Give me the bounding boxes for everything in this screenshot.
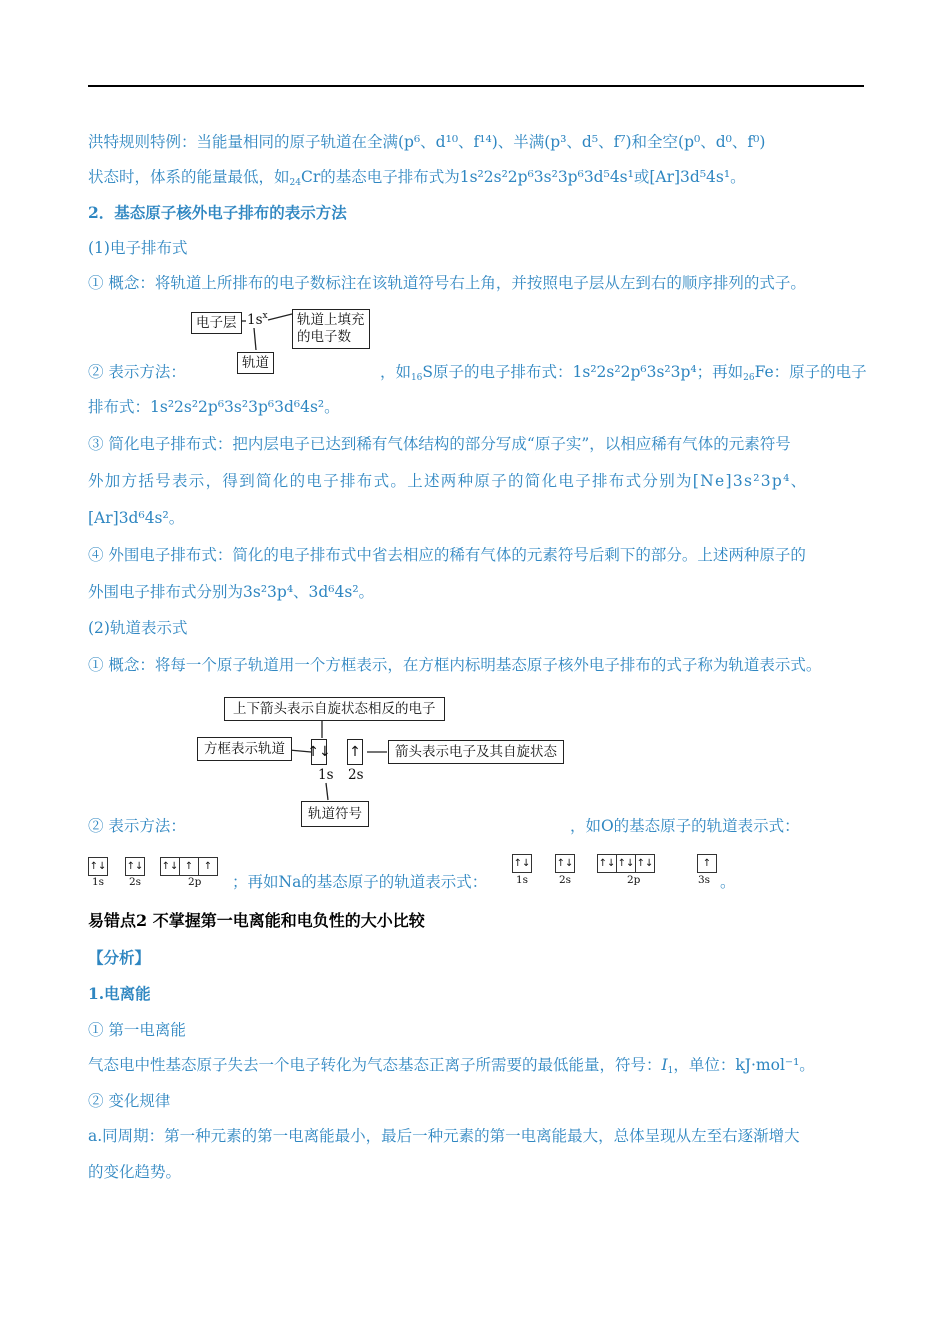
first-ionization-title: ① 第一电离能 [88,1021,186,1039]
hund-special-line1: 洪特规则特例：当能量相同的原子轨道在全满(p⁶、d¹⁰、f¹⁴)、半满(p³、d⁵、f⁷)和全空(p⁰、d⁰、f⁰) [88,133,766,151]
na-1s-boxes [512,854,532,873]
orbital-symbol-label: 轨道符号 [301,801,369,827]
na-2p-boxes [597,854,655,873]
orbital-cell: ↑↓ [555,854,575,873]
o-1s-boxes [88,857,108,876]
simplified-line1: ③ 简化电子排布式：把内层电子已达到稀有气体结构的部分写成“原子实”，以相应稀有气体的元素符号 [88,435,791,453]
na-label-2s: 2s [559,874,572,886]
trend-title: ② 变化规律 [88,1092,171,1110]
spin-pair-label: 上下箭头表示自旋状态相反的电子 [224,697,445,721]
outer-line2: 外围电子排布式分别为3s²3p⁴、3d⁶4s²。 [88,583,375,601]
notation-1s: $1s^x$ [247,311,268,328]
orbital-cell: ↑ [697,854,717,873]
outer-line1: ④ 外围电子排布式：简化的电子排布式中省去相应的稀有气体的元素符号后剩下的部分。上述两种原子的 [88,546,806,564]
first-ionization-def: 气态电中性基态原子失去一个电子转化为气态基态正离子所需要的最低能量，符号：$I_1$，单位：kJ·mol⁻¹。 [88,1056,815,1076]
orbital-cell: ↑↓ [160,857,180,876]
hund-special-line2: 状态时，体系的能量最低，如$_{24}$Cr的基态电子排布式为1s²2s²2p⁶3s²3p⁶3d⁵4s¹或[Ar]3d⁵4s¹。 [88,168,746,188]
orbital-cell: ↑ [179,857,199,876]
concept1: ① 概念：将轨道上所排布的电子数标注在该轨道符号右上角，并按照电子层从左到右的顺序排列的式子。 [88,274,806,292]
label-2s: 2s [348,767,364,783]
fill-label: 轨道上填充 的电子数 [292,309,370,349]
na-end: 。 [720,873,736,891]
method1-line1: ② 表示方法： ，如$_{16}$S原子的电子排布式：1s²2s²2p⁶3s²3p⁴；再如$_{26}$Fe：原子的电子 [88,363,867,383]
na-label-1s: 1s [516,874,529,886]
na-2s-boxes [555,854,575,873]
box-1s: ↑↓ [311,739,327,765]
box-orbital-label: 方框表示轨道 [197,737,292,761]
orbital-cell: ↑↓ [512,854,532,873]
sub1-title: (1)电子排布式 [88,239,188,257]
box-2s: ↑ [347,739,363,765]
sub2-title: (2)轨道表示式 [88,619,188,637]
section2-title: 2．基态原子核外电子排布的表示方法 [88,203,347,222]
o-2p-boxes [160,857,218,876]
orbital-cell: ↑↓ [125,857,145,876]
orbital-cell: ↑↓ [597,854,617,873]
orbital-cell: ↑↓ [616,854,636,873]
o-2s-boxes [125,857,145,876]
concept2: ① 概念：将每一个原子轨道用一个方框表示，在方框内标明基态原子核外电子排布的式子称为轨道表示式。 [88,656,822,674]
method2-line: ② 表示方法： ，如O的基态原子的轨道表示式： [88,817,800,835]
na-label-3s: 3s [698,874,711,886]
na-intro: ；再如Na的基态原子的轨道表示式： [232,873,488,891]
shell-label: 电子层 [191,312,242,334]
analysis-label: 【分析】 [88,948,151,967]
trend-a-line1: a.同周期：第一种元素的第一电离能最小，最后一种元素的第一电离能最大，总体呈现从左至右逐渐增大 [88,1127,800,1145]
orbital-label: 轨道 [237,352,274,374]
error-point-2-title: 易错点2 不掌握第一电离能和电负性的大小比较 [88,911,425,930]
orbital-cell: ↑ [198,857,218,876]
method1-line2: 排布式：1s²2s²2p⁶3s²3p⁶3d⁶4s²。 [88,398,340,416]
o-label-2p: 2p [188,876,202,888]
trend-a-line2: 的变化趋势。 [88,1163,182,1181]
orbital-cell: ↑↓ [635,854,655,873]
simplified-line3: [Ar]3d⁶4s²。 [88,509,185,527]
na-3s-boxes [697,854,717,873]
simplified-line2: 外加方括号表示，得到简化的电子排布式。上述两种原子的简化电子排布式分别为[Ne]3s²3p⁴、 [88,472,808,490]
o-label-1s: 1s [92,876,105,888]
orbital-cell: ↑↓ [88,857,108,876]
o-label-2s: 2s [129,876,142,888]
label-1s: 1s [318,767,334,783]
ionization-title: 1.电离能 [88,984,151,1003]
na-label-2p: 2p [627,874,641,886]
arrow-electron-label: 箭头表示电子及其自旋状态 [388,740,564,764]
